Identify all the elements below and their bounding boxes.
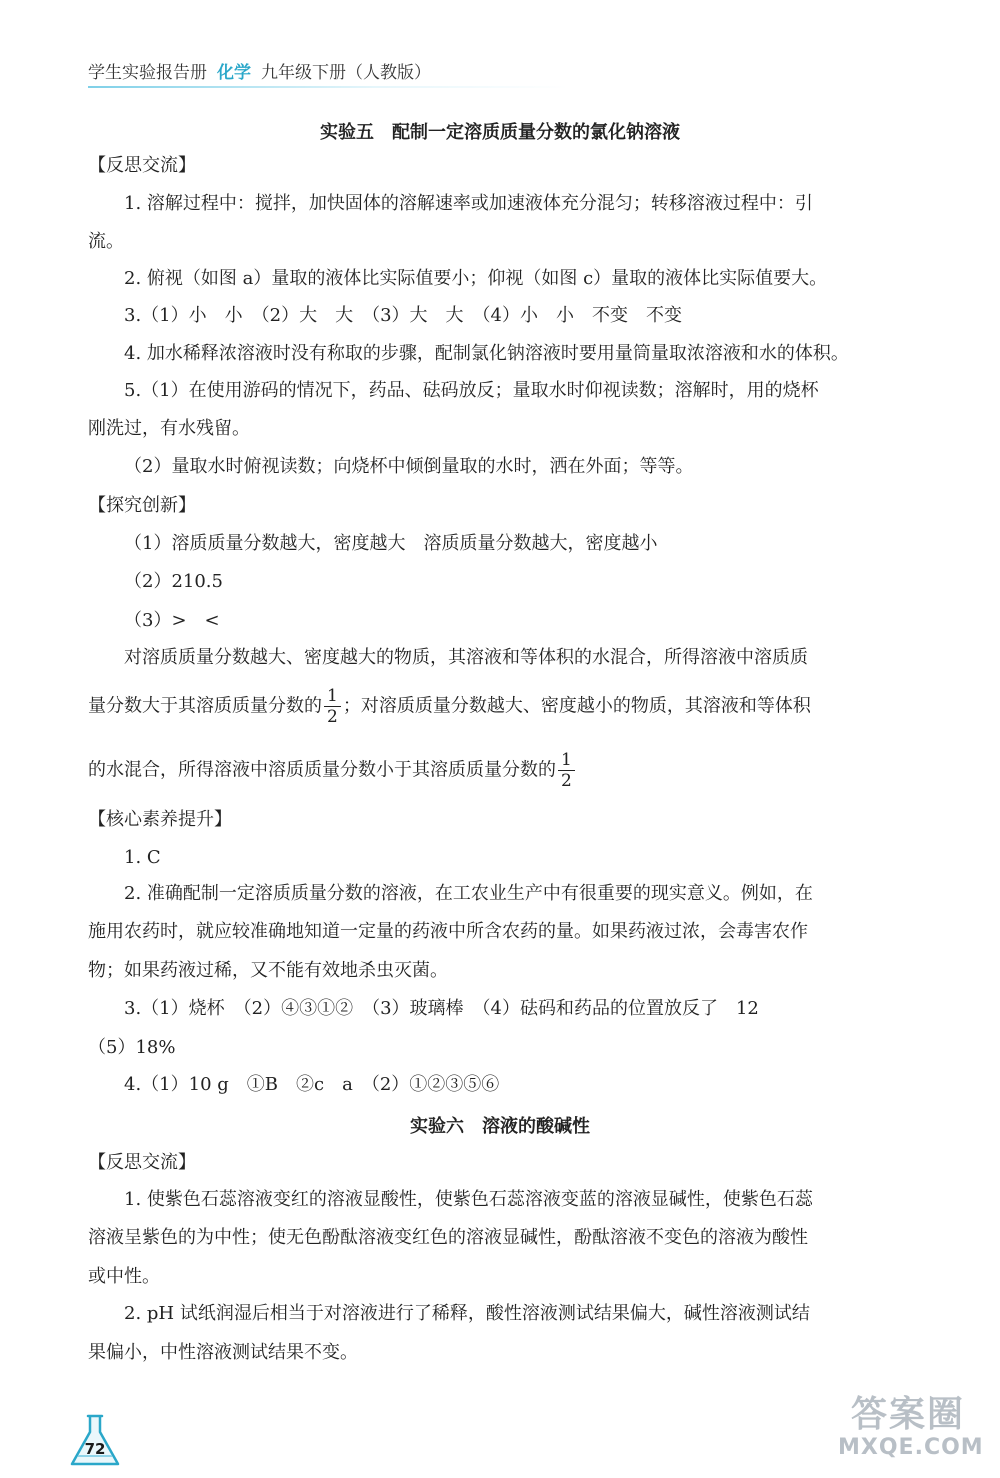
- s5-r4: 4. 加水稀释浓溶液时没有称取的步骤，配制氯化钠溶液时要用量筒量取浓溶液和水的体积。: [124, 343, 849, 364]
- s5-r2: 2. 俯视（如图 a）量取的液体比实际值要小；仰视（如图 c）量取的液体比实际值要大。: [124, 268, 828, 289]
- fraction-numerator: 1: [558, 750, 575, 771]
- s5-r5-line1: 5.（1）在使用游码的情况下，药品、砝码放反；量取水时仰视读数；溶解时，用的烧杯: [124, 380, 819, 401]
- s5-c2-line3: 物；如果药液过稀，又不能有效地杀虫灭菌。: [88, 960, 448, 981]
- s5-c3-line2: （5）18%: [88, 1037, 176, 1058]
- running-header: [88, 58, 431, 83]
- s6-r2-line2: 果偏小，中性溶液测试结果不变。: [88, 1342, 358, 1363]
- s5-e2: （2）210.5: [124, 571, 223, 592]
- s5-c2-line1: 2. 准确配制一定溶质质量分数的溶液，在工农业生产中有很重要的现实意义。例如，在: [124, 883, 813, 904]
- watermark-logo: [838, 1394, 984, 1466]
- watermark-bottom: MXQE.COM: [838, 1435, 984, 1460]
- fraction-numerator: 1: [324, 686, 341, 707]
- s5-e3: （3）> <: [124, 610, 220, 631]
- fraction-one-half-2: [558, 750, 575, 791]
- s5-e4-line2: [88, 686, 811, 727]
- s5-e4-line2-pre: 量分数大于其溶质质量分数的: [88, 695, 322, 717]
- s5-core-heading: 【核心素养提升】: [88, 809, 232, 830]
- s6-r1-line3: 或中性。: [88, 1266, 160, 1287]
- s6-r1-line2: 溶液呈紫色的为中性；使无色酚酞溶液变红色的溶液显碱性，酚酞溶液不变色的溶液为酸性: [88, 1227, 808, 1248]
- s5-r1-line2: 流。: [88, 231, 124, 252]
- s5-r1-line1: 1. 溶解过程中：搅拌，加快固体的溶解速率或加速液体充分混匀；转移溶液过程中：引: [124, 193, 813, 214]
- book-name: 学生实验报告册: [88, 63, 207, 83]
- subject-name: 化学: [217, 63, 251, 83]
- page-number: 72: [84, 1440, 106, 1458]
- fraction-denominator: 2: [327, 707, 338, 727]
- s5-e4-line3: [88, 750, 577, 791]
- fraction-one-half: [324, 686, 341, 727]
- watermark-top: 答案圈: [850, 1394, 965, 1435]
- header-rule: [88, 86, 568, 88]
- s5-r5-line2: 刚洗过，有水残留。: [88, 418, 250, 439]
- s6-r2-line1: 2. pH 试纸润湿后相当于对溶液进行了稀释，酸性溶液测试结果偏大，碱性溶液测试结: [124, 1303, 810, 1324]
- s5-c2-line2: 施用农药时，就应较准确地知道一定量的药液中所含农药的量。如果药液过浓，会毒害农作: [88, 921, 808, 942]
- s5-c1: 1. C: [124, 847, 161, 868]
- s5-e4-line2-post: ；对溶质质量分数越大、密度越小的物质，其溶液和等体积: [342, 695, 811, 717]
- s5-e1: （1）溶质质量分数越大，密度越大 溶质质量分数越大，密度越小: [124, 533, 658, 554]
- s5-r5-line3: （2）量取水时俯视读数；向烧杯中倾倒量取的水时，洒在外面；等等。: [124, 456, 694, 477]
- s5-e4-line1: 对溶质质量分数越大、密度越大的物质，其溶液和等体积的水混合，所得溶液中溶质质: [124, 647, 808, 668]
- section6-title: 实验六 溶液的酸碱性: [410, 1116, 590, 1137]
- s6-r1-line1: 1. 使紫色石蕊溶液变红的溶液显酸性，使紫色石蕊溶液变蓝的溶液显碱性，使紫色石蕊: [124, 1189, 813, 1210]
- s6-reflect-heading: 【反思交流】: [88, 1152, 196, 1173]
- s5-explore-heading: 【探究创新】: [88, 495, 196, 516]
- s5-reflect-heading: 【反思交流】: [88, 155, 196, 176]
- s5-c4: 4.（1）10 g ①B ②c a （2）①②③⑤⑥: [124, 1074, 500, 1095]
- s5-e4-line3-pre: 的水混合，所得溶液中溶质质量分数小于其溶质质量分数的: [88, 759, 556, 781]
- s5-c3-line1: 3.（1）烧杯 （2）④③①② （3）玻璃棒 （4）砝码和药品的位置放反了 12: [124, 998, 759, 1019]
- fraction-denominator: 2: [561, 771, 572, 791]
- grade-edition: 九年级下册（人教版）: [261, 63, 431, 83]
- section5-title: 实验五 配制一定溶质质量分数的氯化钠溶液: [320, 122, 680, 143]
- s5-r3: 3.（1）小 小 （2）大 大 （3）大 大 （4）小 小 不变 不变: [124, 305, 682, 326]
